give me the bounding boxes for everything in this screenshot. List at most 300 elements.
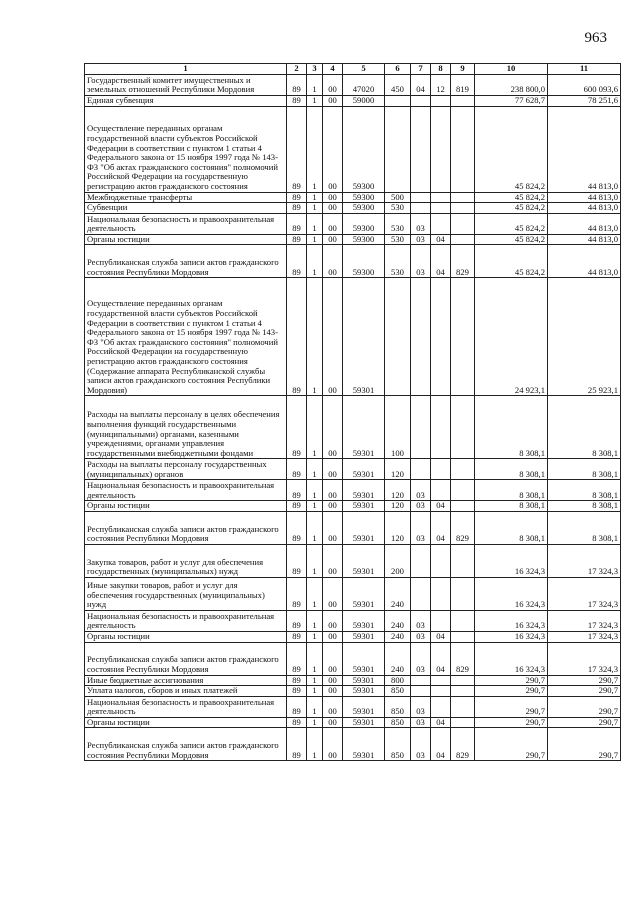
cell-col5: 59301 <box>343 717 385 728</box>
cell-col4: 00 <box>323 501 343 512</box>
cell-col2: 89 <box>287 610 307 631</box>
cell-col3: 1 <box>307 245 323 278</box>
cell-col5: 59301 <box>343 278 385 396</box>
cell-col7: 03 <box>411 696 431 717</box>
cell-col9 <box>451 675 475 686</box>
cell-col4: 00 <box>323 610 343 631</box>
cell-amount-col11: 8 308,1 <box>548 501 621 512</box>
cell-col8: 04 <box>431 631 451 642</box>
cell-amount-col10: 290,7 <box>475 675 548 686</box>
cell-col4: 00 <box>323 192 343 203</box>
table-row <box>85 234 621 245</box>
page-number: 963 <box>584 30 607 46</box>
row-name: Республиканская служба записи актов гражданского состояния Республики Мордовия <box>85 728 287 761</box>
cell-col6 <box>385 96 411 107</box>
cell-col9 <box>451 544 475 577</box>
cell-col8: 04 <box>431 728 451 761</box>
cell-col7: 04 <box>411 75 431 96</box>
cell-col6 <box>385 106 411 192</box>
cell-col9 <box>451 96 475 107</box>
cell-amount-col11: 17 324,3 <box>548 544 621 577</box>
cell-amount-col11: 8 308,1 <box>548 480 621 501</box>
cell-col9 <box>451 480 475 501</box>
cell-col9 <box>451 203 475 214</box>
cell-col2: 89 <box>287 501 307 512</box>
col-header-6: 6 <box>385 64 411 75</box>
cell-col3: 1 <box>307 459 323 480</box>
table-row <box>85 610 621 631</box>
cell-col8 <box>431 396 451 459</box>
cell-col2: 89 <box>287 192 307 203</box>
row-name: Республиканская служба записи актов гражданского состояния Республики Мордовия <box>85 511 287 544</box>
table-row <box>85 192 621 203</box>
cell-col5: 59301 <box>343 686 385 697</box>
row-name: Уплата налогов, сборов и иных платежей <box>85 686 287 697</box>
col-header-1: 1 <box>85 64 287 75</box>
cell-col5: 59301 <box>343 459 385 480</box>
table-row <box>85 631 621 642</box>
cell-col9 <box>451 717 475 728</box>
cell-col4: 00 <box>323 75 343 96</box>
budget-table <box>84 63 621 761</box>
cell-col2: 89 <box>287 245 307 278</box>
cell-col4: 00 <box>323 728 343 761</box>
table-row <box>85 480 621 501</box>
cell-col5: 59300 <box>343 245 385 278</box>
cell-col8 <box>431 544 451 577</box>
cell-col5: 59301 <box>343 544 385 577</box>
cell-col8 <box>431 675 451 686</box>
cell-col3: 1 <box>307 642 323 675</box>
cell-col2: 89 <box>287 278 307 396</box>
cell-col5: 47020 <box>343 75 385 96</box>
cell-col8: 04 <box>431 642 451 675</box>
cell-col7: 03 <box>411 631 431 642</box>
cell-col6: 500 <box>385 192 411 203</box>
cell-col8 <box>431 610 451 631</box>
cell-col7 <box>411 459 431 480</box>
cell-amount-col11: 25 923,1 <box>548 278 621 396</box>
cell-col3: 1 <box>307 480 323 501</box>
col-header-5: 5 <box>343 64 385 75</box>
row-name: Органы юстиции <box>85 234 287 245</box>
cell-col2: 89 <box>287 675 307 686</box>
cell-col8 <box>431 192 451 203</box>
cell-col5: 59301 <box>343 480 385 501</box>
cell-amount-col11: 44 813,0 <box>548 106 621 192</box>
cell-col2: 89 <box>287 728 307 761</box>
cell-amount-col10: 290,7 <box>475 686 548 697</box>
cell-amount-col11: 17 324,3 <box>548 642 621 675</box>
cell-col2: 89 <box>287 213 307 234</box>
cell-col5: 59301 <box>343 675 385 686</box>
cell-col8 <box>431 577 451 610</box>
row-name: Национальная безопасность и правоохранительная деятельность <box>85 696 287 717</box>
cell-col6: 120 <box>385 511 411 544</box>
col-header-3: 3 <box>307 64 323 75</box>
cell-col9 <box>451 686 475 697</box>
cell-col6 <box>385 278 411 396</box>
cell-col3: 1 <box>307 203 323 214</box>
table-row <box>85 511 621 544</box>
cell-amount-col10: 8 308,1 <box>475 459 548 480</box>
cell-col5: 59301 <box>343 396 385 459</box>
table-row <box>85 686 621 697</box>
cell-col2: 89 <box>287 686 307 697</box>
cell-col3: 1 <box>307 192 323 203</box>
cell-col5: 59000 <box>343 96 385 107</box>
cell-col7 <box>411 192 431 203</box>
cell-amount-col11: 8 308,1 <box>548 459 621 480</box>
cell-col7: 03 <box>411 480 431 501</box>
cell-col4: 00 <box>323 203 343 214</box>
cell-col4: 00 <box>323 234 343 245</box>
cell-col3: 1 <box>307 396 323 459</box>
cell-col2: 89 <box>287 459 307 480</box>
cell-amount-col10: 45 824,2 <box>475 203 548 214</box>
cell-col7 <box>411 396 431 459</box>
row-name: Государственный комитет имущественных и земельных отношений Республики Мордовия <box>85 75 287 96</box>
cell-col4: 00 <box>323 96 343 107</box>
cell-col6: 530 <box>385 213 411 234</box>
cell-col4: 00 <box>323 686 343 697</box>
cell-col7: 03 <box>411 728 431 761</box>
row-name: Расходы на выплаты персоналу государственных (муниципальных) органов <box>85 459 287 480</box>
col-header-10: 10 <box>475 64 548 75</box>
cell-amount-col11: 8 308,1 <box>548 511 621 544</box>
cell-col2: 89 <box>287 480 307 501</box>
row-name: Национальная безопасность и правоохранительная деятельность <box>85 213 287 234</box>
cell-col2: 89 <box>287 234 307 245</box>
cell-col3: 1 <box>307 717 323 728</box>
cell-amount-col11: 78 251,6 <box>548 96 621 107</box>
cell-col3: 1 <box>307 728 323 761</box>
cell-col7 <box>411 278 431 396</box>
cell-col9: 829 <box>451 642 475 675</box>
cell-col4: 00 <box>323 106 343 192</box>
cell-amount-col11: 44 813,0 <box>548 203 621 214</box>
cell-col6: 530 <box>385 203 411 214</box>
cell-col3: 1 <box>307 278 323 396</box>
cell-col6: 240 <box>385 631 411 642</box>
cell-col7 <box>411 106 431 192</box>
cell-col4: 00 <box>323 631 343 642</box>
row-name: Органы юстиции <box>85 501 287 512</box>
cell-col3: 1 <box>307 96 323 107</box>
cell-amount-col11: 290,7 <box>548 696 621 717</box>
row-name: Межбюджетные трансферты <box>85 192 287 203</box>
cell-col3: 1 <box>307 631 323 642</box>
cell-col7: 03 <box>411 234 431 245</box>
cell-col4: 00 <box>323 511 343 544</box>
table-row <box>85 396 621 459</box>
row-name: Республиканская служба записи актов гражданского состояния Республики Мордовия <box>85 245 287 278</box>
table-row <box>85 696 621 717</box>
col-header-8: 8 <box>431 64 451 75</box>
cell-amount-col10: 8 308,1 <box>475 511 548 544</box>
cell-col5: 59301 <box>343 577 385 610</box>
col-header-4: 4 <box>323 64 343 75</box>
cell-col4: 00 <box>323 459 343 480</box>
cell-amount-col11: 290,7 <box>548 717 621 728</box>
cell-amount-col10: 16 324,3 <box>475 610 548 631</box>
cell-col7: 03 <box>411 642 431 675</box>
cell-col7: 03 <box>411 501 431 512</box>
cell-col9 <box>451 610 475 631</box>
cell-amount-col11: 44 813,0 <box>548 245 621 278</box>
cell-col2: 89 <box>287 96 307 107</box>
row-name: Расходы на выплаты персоналу в целях обеспечения выполнения функций государственными (муниципальными) органами, казенными учреждениями, органами управления государственными внебюджетными фондами <box>85 396 287 459</box>
cell-col5: 59300 <box>343 203 385 214</box>
row-name: Органы юстиции <box>85 631 287 642</box>
header-row <box>85 64 621 75</box>
cell-col3: 1 <box>307 213 323 234</box>
cell-col7 <box>411 96 431 107</box>
cell-col6: 850 <box>385 728 411 761</box>
cell-amount-col10: 290,7 <box>475 728 548 761</box>
cell-col3: 1 <box>307 544 323 577</box>
cell-col7: 03 <box>411 213 431 234</box>
table-row <box>85 501 621 512</box>
cell-amount-col10: 45 824,2 <box>475 192 548 203</box>
cell-col6: 120 <box>385 459 411 480</box>
col-header-11: 11 <box>548 64 621 75</box>
cell-col6: 850 <box>385 686 411 697</box>
cell-col2: 89 <box>287 544 307 577</box>
cell-col7 <box>411 203 431 214</box>
cell-col9 <box>451 278 475 396</box>
cell-amount-col10: 16 324,3 <box>475 577 548 610</box>
cell-amount-col10: 238 800,0 <box>475 75 548 96</box>
row-name: Национальная безопасность и правоохранительная деятельность <box>85 610 287 631</box>
cell-col4: 00 <box>323 696 343 717</box>
cell-amount-col10: 8 308,1 <box>475 480 548 501</box>
cell-col6: 120 <box>385 501 411 512</box>
cell-col8 <box>431 106 451 192</box>
cell-amount-col11: 44 813,0 <box>548 192 621 203</box>
cell-col9 <box>451 396 475 459</box>
table-row <box>85 577 621 610</box>
row-name: Иные бюджетные ассигнования <box>85 675 287 686</box>
cell-col2: 89 <box>287 396 307 459</box>
cell-col3: 1 <box>307 686 323 697</box>
cell-col9 <box>451 459 475 480</box>
table-row <box>85 203 621 214</box>
cell-col2: 89 <box>287 203 307 214</box>
cell-col6: 240 <box>385 642 411 675</box>
table-row <box>85 75 621 96</box>
table-row <box>85 245 621 278</box>
cell-col9 <box>451 213 475 234</box>
cell-col8: 04 <box>431 511 451 544</box>
cell-col5: 59300 <box>343 192 385 203</box>
cell-amount-col10: 8 308,1 <box>475 501 548 512</box>
cell-col8 <box>431 96 451 107</box>
cell-amount-col10: 16 324,3 <box>475 544 548 577</box>
cell-amount-col10: 24 923,1 <box>475 278 548 396</box>
cell-col9: 829 <box>451 245 475 278</box>
row-name: Органы юстиции <box>85 717 287 728</box>
cell-col7: 03 <box>411 245 431 278</box>
cell-col8 <box>431 686 451 697</box>
cell-col2: 89 <box>287 577 307 610</box>
table-row <box>85 728 621 761</box>
table-row <box>85 642 621 675</box>
cell-col2: 89 <box>287 696 307 717</box>
cell-col3: 1 <box>307 610 323 631</box>
cell-col5: 59301 <box>343 511 385 544</box>
cell-col7: 03 <box>411 511 431 544</box>
row-name: Национальная безопасность и правоохранительная деятельность <box>85 480 287 501</box>
cell-amount-col10: 290,7 <box>475 717 548 728</box>
cell-col2: 89 <box>287 511 307 544</box>
cell-col8: 04 <box>431 245 451 278</box>
cell-amount-col11: 290,7 <box>548 686 621 697</box>
cell-col9 <box>451 106 475 192</box>
cell-col2: 89 <box>287 631 307 642</box>
cell-col5: 59301 <box>343 501 385 512</box>
cell-col2: 89 <box>287 717 307 728</box>
cell-col8: 04 <box>431 234 451 245</box>
cell-col9 <box>451 192 475 203</box>
cell-col5: 59300 <box>343 213 385 234</box>
table-row <box>85 96 621 107</box>
cell-amount-col11: 600 093,6 <box>548 75 621 96</box>
cell-col3: 1 <box>307 675 323 686</box>
cell-amount-col10: 45 824,2 <box>475 234 548 245</box>
cell-col8 <box>431 480 451 501</box>
cell-col3: 1 <box>307 501 323 512</box>
cell-col6: 530 <box>385 234 411 245</box>
cell-amount-col10: 8 308,1 <box>475 396 548 459</box>
cell-col8: 12 <box>431 75 451 96</box>
row-name: Субвенции <box>85 203 287 214</box>
cell-col5: 59301 <box>343 728 385 761</box>
cell-col6: 240 <box>385 610 411 631</box>
cell-amount-col10: 290,7 <box>475 696 548 717</box>
cell-col4: 00 <box>323 396 343 459</box>
cell-col4: 00 <box>323 213 343 234</box>
cell-col3: 1 <box>307 696 323 717</box>
cell-col7 <box>411 577 431 610</box>
row-name: Единая субвенция <box>85 96 287 107</box>
table-row <box>85 213 621 234</box>
cell-col3: 1 <box>307 75 323 96</box>
cell-amount-col11: 44 813,0 <box>548 213 621 234</box>
table-row <box>85 459 621 480</box>
cell-col6: 850 <box>385 696 411 717</box>
cell-col7 <box>411 544 431 577</box>
row-name: Осуществление переданных органам государственной власти субъектов Российской Федерации в соответствии с пунктом 1 статьи 4 Федерального закона от 15 ноября 1997 года № 143-ФЗ "Об актах гражданского состояния" полномочий Российской Федерации на государственную регистрацию актов гражданского состояния (Содержание аппарата Республиканской службы записи актов гражданского состояния Республики Мордовия) <box>85 278 287 396</box>
cell-col6: 120 <box>385 480 411 501</box>
cell-col4: 00 <box>323 717 343 728</box>
cell-col8 <box>431 696 451 717</box>
cell-col3: 1 <box>307 511 323 544</box>
cell-amount-col11: 17 324,3 <box>548 610 621 631</box>
cell-col9 <box>451 501 475 512</box>
table-row <box>85 278 621 396</box>
row-name: Закупка товаров, работ и услуг для обеспечения государственных (муниципальных) нужд <box>85 544 287 577</box>
cell-amount-col11: 44 813,0 <box>548 234 621 245</box>
cell-amount-col10: 45 824,2 <box>475 245 548 278</box>
cell-amount-col11: 17 324,3 <box>548 631 621 642</box>
cell-col8 <box>431 203 451 214</box>
cell-amount-col10: 77 628,7 <box>475 96 548 107</box>
cell-col7: 03 <box>411 610 431 631</box>
cell-col7 <box>411 675 431 686</box>
cell-col2: 89 <box>287 75 307 96</box>
cell-col5: 59300 <box>343 234 385 245</box>
cell-col3: 1 <box>307 106 323 192</box>
cell-col5: 59301 <box>343 610 385 631</box>
cell-col2: 89 <box>287 106 307 192</box>
cell-col6: 240 <box>385 577 411 610</box>
cell-amount-col10: 16 324,3 <box>475 642 548 675</box>
cell-col6: 100 <box>385 396 411 459</box>
cell-col9 <box>451 577 475 610</box>
cell-col8 <box>431 213 451 234</box>
cell-col6: 450 <box>385 75 411 96</box>
cell-amount-col10: 45 824,2 <box>475 213 548 234</box>
cell-col7 <box>411 686 431 697</box>
cell-col9 <box>451 631 475 642</box>
cell-amount-col11: 290,7 <box>548 675 621 686</box>
table-row <box>85 675 621 686</box>
cell-col8 <box>431 278 451 396</box>
cell-col6: 800 <box>385 675 411 686</box>
table-row <box>85 106 621 192</box>
col-header-9: 9 <box>451 64 475 75</box>
cell-amount-col10: 45 824,2 <box>475 106 548 192</box>
cell-amount-col10: 16 324,3 <box>475 631 548 642</box>
cell-col4: 00 <box>323 544 343 577</box>
cell-col5: 59300 <box>343 106 385 192</box>
cell-col7: 03 <box>411 717 431 728</box>
cell-col5: 59301 <box>343 696 385 717</box>
cell-col5: 59301 <box>343 631 385 642</box>
cell-amount-col11: 290,7 <box>548 728 621 761</box>
table-row <box>85 544 621 577</box>
table-row <box>85 717 621 728</box>
cell-col8: 04 <box>431 501 451 512</box>
cell-col3: 1 <box>307 234 323 245</box>
cell-col9: 819 <box>451 75 475 96</box>
cell-col4: 00 <box>323 480 343 501</box>
row-name: Иные закупки товаров, работ и услуг для обеспечения государственных (муниципальных) нужд <box>85 577 287 610</box>
cell-col9: 829 <box>451 728 475 761</box>
row-name: Осуществление переданных органам государственной власти субъектов Российской Федерации в соответствии с пунктом 1 статьи 4 Федерального закона от 15 ноября 1997 года № 143-ФЗ "Об актах гражданского состояния" полномочий Российской Федерации на государственную регистрацию актов гражданского состояния <box>85 106 287 192</box>
cell-col5: 59301 <box>343 642 385 675</box>
cell-amount-col11: 8 308,1 <box>548 396 621 459</box>
cell-col9: 829 <box>451 511 475 544</box>
cell-col9 <box>451 234 475 245</box>
col-header-7: 7 <box>411 64 431 75</box>
cell-col6: 200 <box>385 544 411 577</box>
cell-col8 <box>431 459 451 480</box>
cell-amount-col11: 17 324,3 <box>548 577 621 610</box>
cell-col4: 00 <box>323 675 343 686</box>
cell-col2: 89 <box>287 642 307 675</box>
cell-col6: 530 <box>385 245 411 278</box>
cell-col4: 00 <box>323 642 343 675</box>
row-name: Республиканская служба записи актов гражданского состояния Республики Мордовия <box>85 642 287 675</box>
table-body <box>85 75 621 761</box>
cell-col9 <box>451 696 475 717</box>
cell-col6: 850 <box>385 717 411 728</box>
cell-col4: 00 <box>323 577 343 610</box>
cell-col4: 00 <box>323 278 343 396</box>
cell-col8: 04 <box>431 717 451 728</box>
